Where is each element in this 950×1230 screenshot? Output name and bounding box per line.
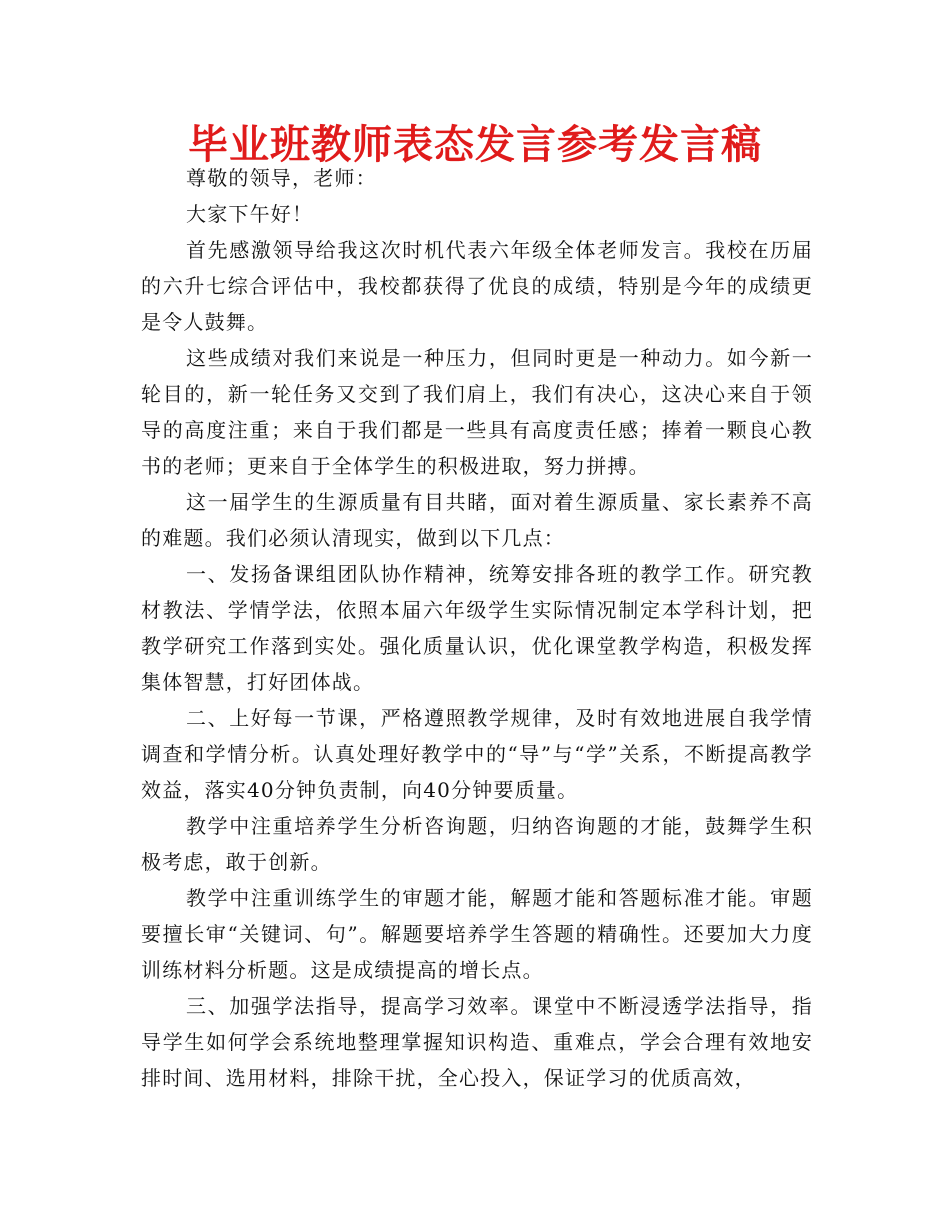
paragraph-intro: 首先感激领导给我这次时机代表六年级全体老师发言。我校在历届的六升七综合评估中，我校都获得了优良的成绩，特别是今年的成绩更是令人鼓舞。 xyxy=(141,238,813,334)
paragraph-students: 这一届学生的生源质量有目共睹，面对着生源质量、家长素养不高的难题。我们必须认清现实，做到以下几点： xyxy=(141,490,813,550)
paragraph-analysis: 教学中注重培养学生分析咨询题，归纳咨询题的才能，鼓舞学生积极考虑，敢于创新。 xyxy=(141,814,813,874)
document-body xyxy=(141,160,813,1096)
document-title: 毕业班教师表态发言参考发言稿 xyxy=(188,122,762,168)
salutation-line: 尊敬的领导，老师： xyxy=(186,166,377,190)
paragraph-point-one: 一、发扬备课组团队协作精神，统筹安排各班的教学工作。研究教材教法、学情学法，依照本届六年级学生实际情况制定本学科计划，把教学研究工作落到实处。强化质量认识，优化课堂教学构造，积极发挥集体智慧，打好团体战。 xyxy=(141,562,813,694)
paragraph-point-three: 三、加强学法指导，提高学习效率。课堂中不断浸透学法指导，指导学生如何学会系统地整理掌握知识构造、重难点，学会合理有效地安排时间、选用材料，排除干扰，全心投入，保证学习的优质高效， xyxy=(141,994,813,1090)
paragraph-point-two: 二、上好每一节课，严格遵照教学规律，及时有效地进展自我学情调查和学情分析。认真处理好教学中的“导”与“学”关系，不断提高教学效益，落实40分钟负责制，向40分钟要质量。 xyxy=(141,706,813,802)
paragraph-pressure: 这些成绩对我们来说是一种压力，但同时更是一种动力。如今新一轮目的，新一轮任务又交到了我们肩上，我们有决心，这决心来自于领导的高度注重；来自于我们都是一些具有高度责任感；捧着一颗良心教书的老师；更来自于全体学生的积极进取，努力拼搏。 xyxy=(141,346,813,478)
greeting-line: 大家下午好！ xyxy=(186,202,314,226)
paragraph-training: 教学中注重训练学生的审题才能，解题才能和答题标准才能。审题要擅长审“关键词、句”。解题要培养学生答题的精确性。还要加大力度训练材料分析题。这是成绩提高的增长点。 xyxy=(141,886,813,982)
